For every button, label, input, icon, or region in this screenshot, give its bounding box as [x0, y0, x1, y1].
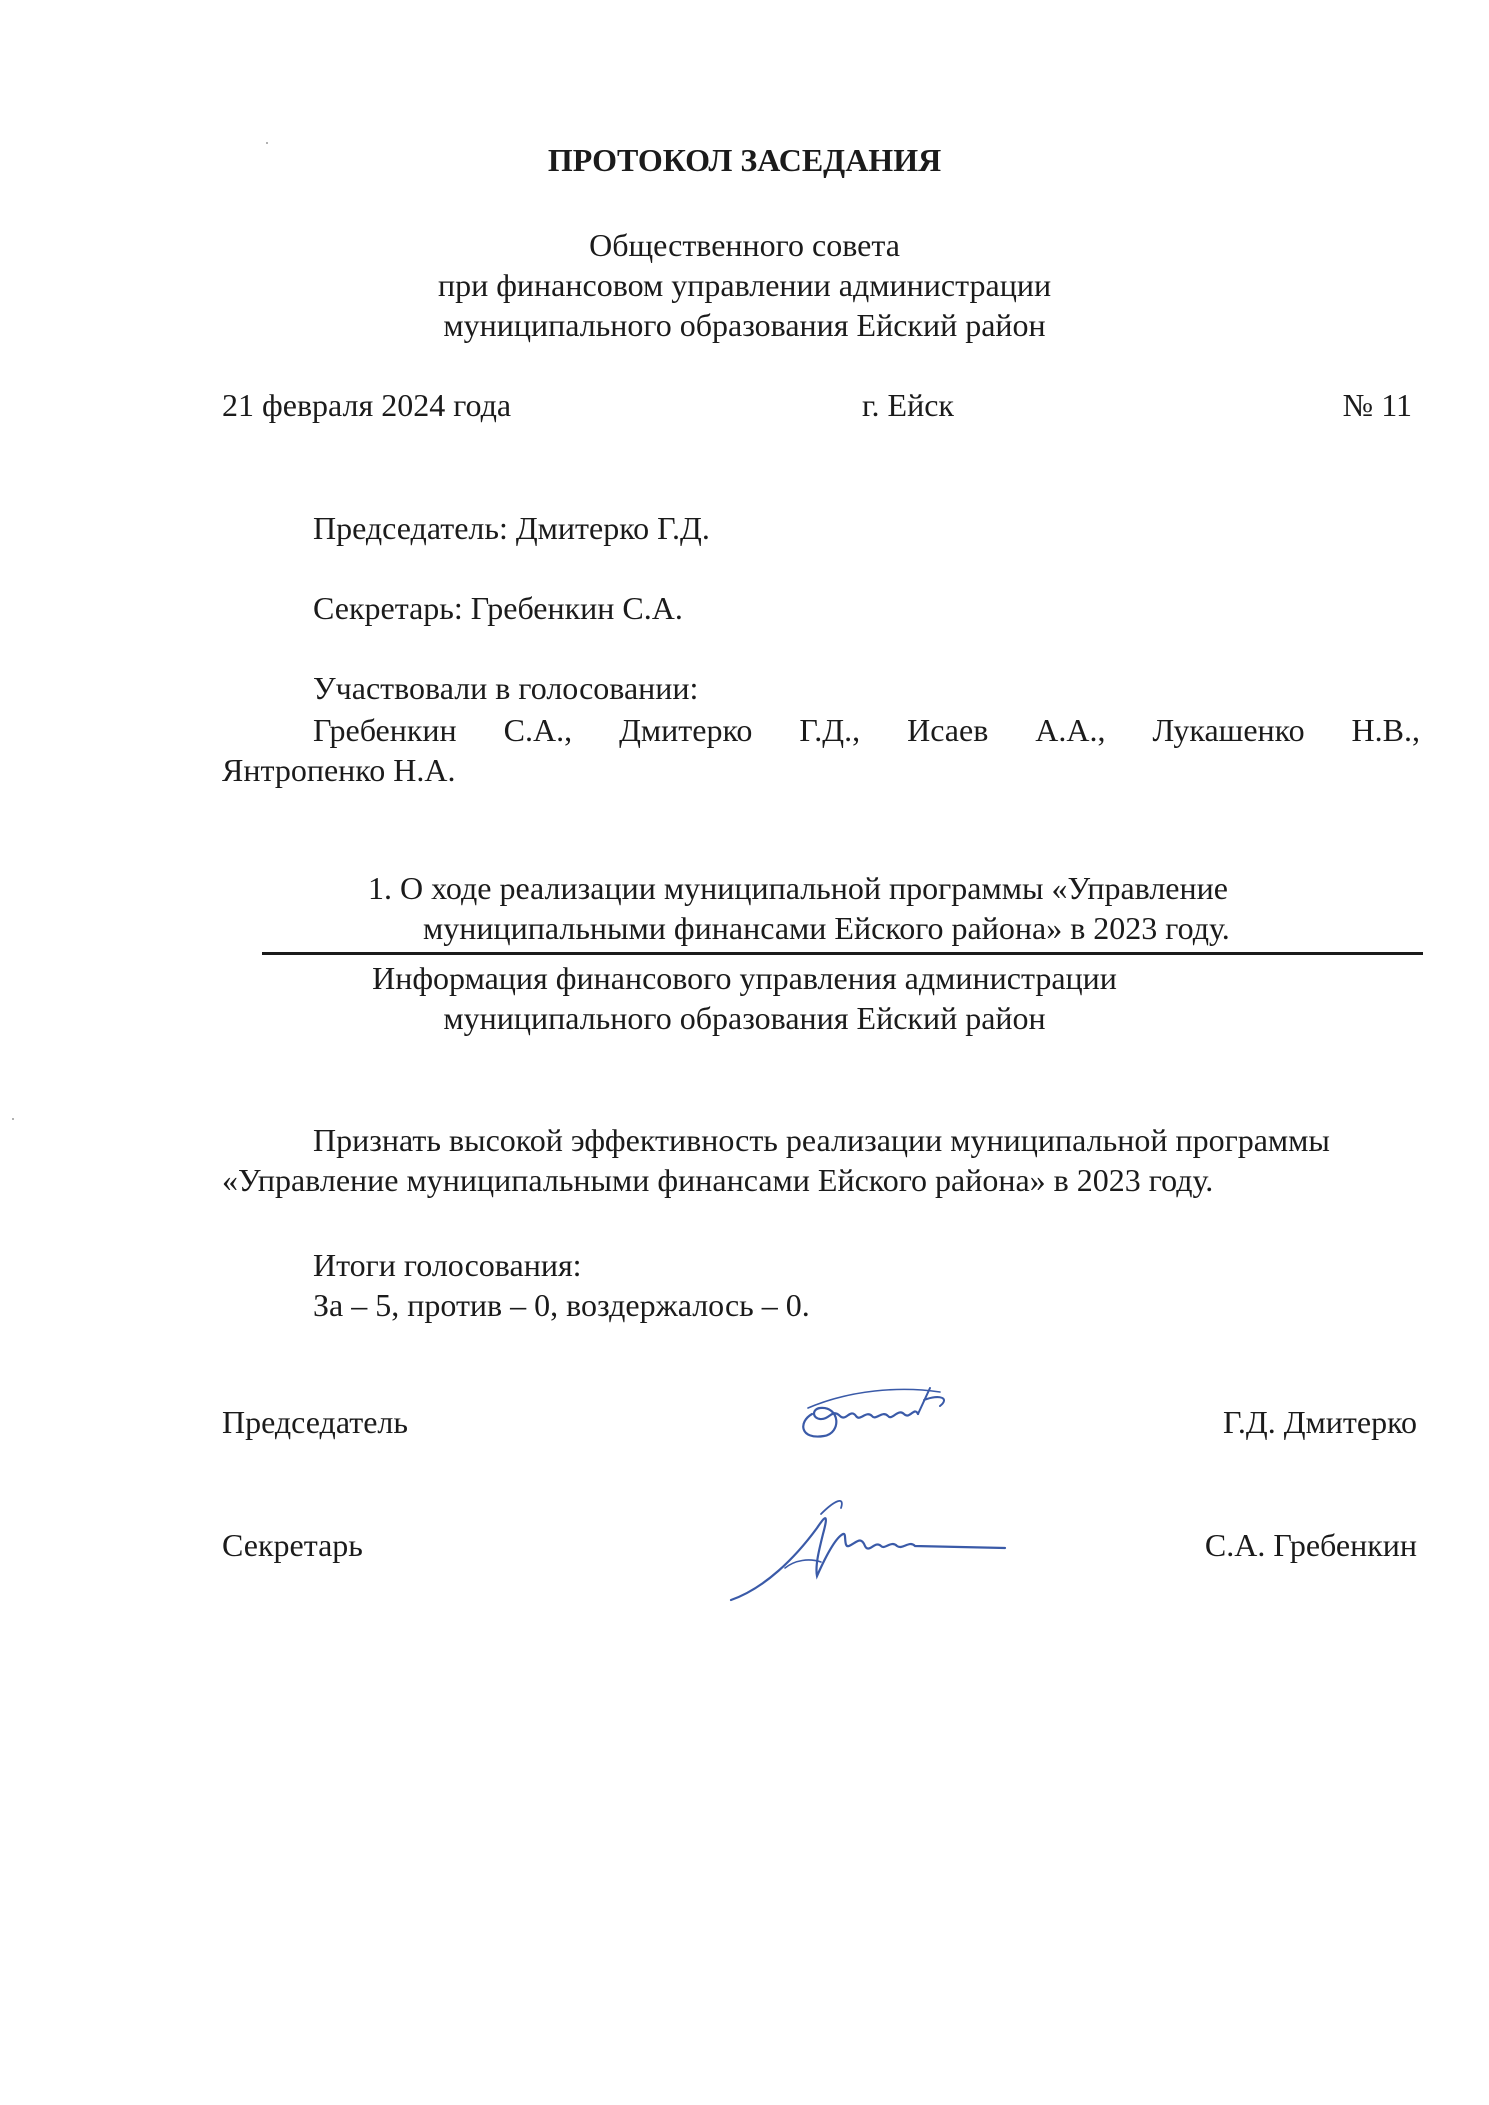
voter-word: С.А.,	[503, 712, 573, 748]
speaker-line-2: муниципального образования Ейский район	[443, 1000, 1046, 1036]
agenda-item-line-1: 1. О ходе реализации муниципальной программы «Управление	[368, 870, 1228, 906]
decision-line-1: Признать высокой эффективность реализации муниципальной программы	[313, 1122, 1330, 1158]
chair-signature	[790, 1378, 970, 1448]
subtitle-line-3: муниципального образования Ейский район	[443, 307, 1046, 343]
subtitle-line-1: Общественного совета	[589, 227, 900, 263]
secretary-signature	[725, 1488, 1025, 1608]
chair-name: Г.Д. Дмитерко	[1222, 1404, 1417, 1440]
voter-word: Н.В.,	[1351, 712, 1420, 748]
decision-line-2: «Управление муниципальными финансами Ейского района» в 2023 году.	[222, 1162, 1214, 1198]
voter-word: Лукашенко	[1152, 712, 1305, 748]
meeting-city: г. Ейск	[862, 387, 954, 423]
speaker-line-1: Информация финансового управления администрации	[372, 960, 1117, 996]
protocol-number: № 11	[1342, 387, 1412, 423]
secretary-name: С.А. Гребенкин	[1204, 1527, 1417, 1563]
chair-line: Председатель: Дмитерко Г.Д.	[313, 510, 710, 546]
voting-label: Итоги голосования:	[313, 1247, 582, 1283]
voting-result: За – 5, против – 0, воздержалось – 0.	[313, 1287, 810, 1323]
scan-speck	[266, 142, 268, 144]
secretary-line: Секретарь: Гребенкин С.А.	[313, 590, 683, 626]
chair-role: Председатель	[222, 1404, 408, 1440]
agenda-divider	[262, 952, 1423, 955]
meeting-date: 21 февраля 2024 года	[222, 387, 512, 423]
voter-word: Г.Д.,	[799, 712, 861, 748]
voters-list	[313, 710, 1420, 750]
document-title: ПРОТОКОЛ ЗАСЕДАНИЯ	[547, 142, 942, 178]
voters-label: Участвовали в голосовании:	[313, 670, 699, 706]
voter-word: А.А.,	[1035, 712, 1106, 748]
secretary-role: Секретарь	[222, 1527, 363, 1563]
agenda-item-line-2: муниципальными финансами Ейского района» в 2023 году.	[423, 910, 1230, 946]
scan-speck	[12, 1118, 14, 1120]
voter-word: Дмитерко	[619, 712, 753, 748]
subtitle-line-2: при финансовом управлении администрации	[437, 267, 1052, 303]
voter-word: Гребенкин	[313, 712, 457, 748]
voters-last: Янтропенко Н.А.	[222, 752, 456, 788]
voter-word: Исаев	[907, 712, 989, 748]
